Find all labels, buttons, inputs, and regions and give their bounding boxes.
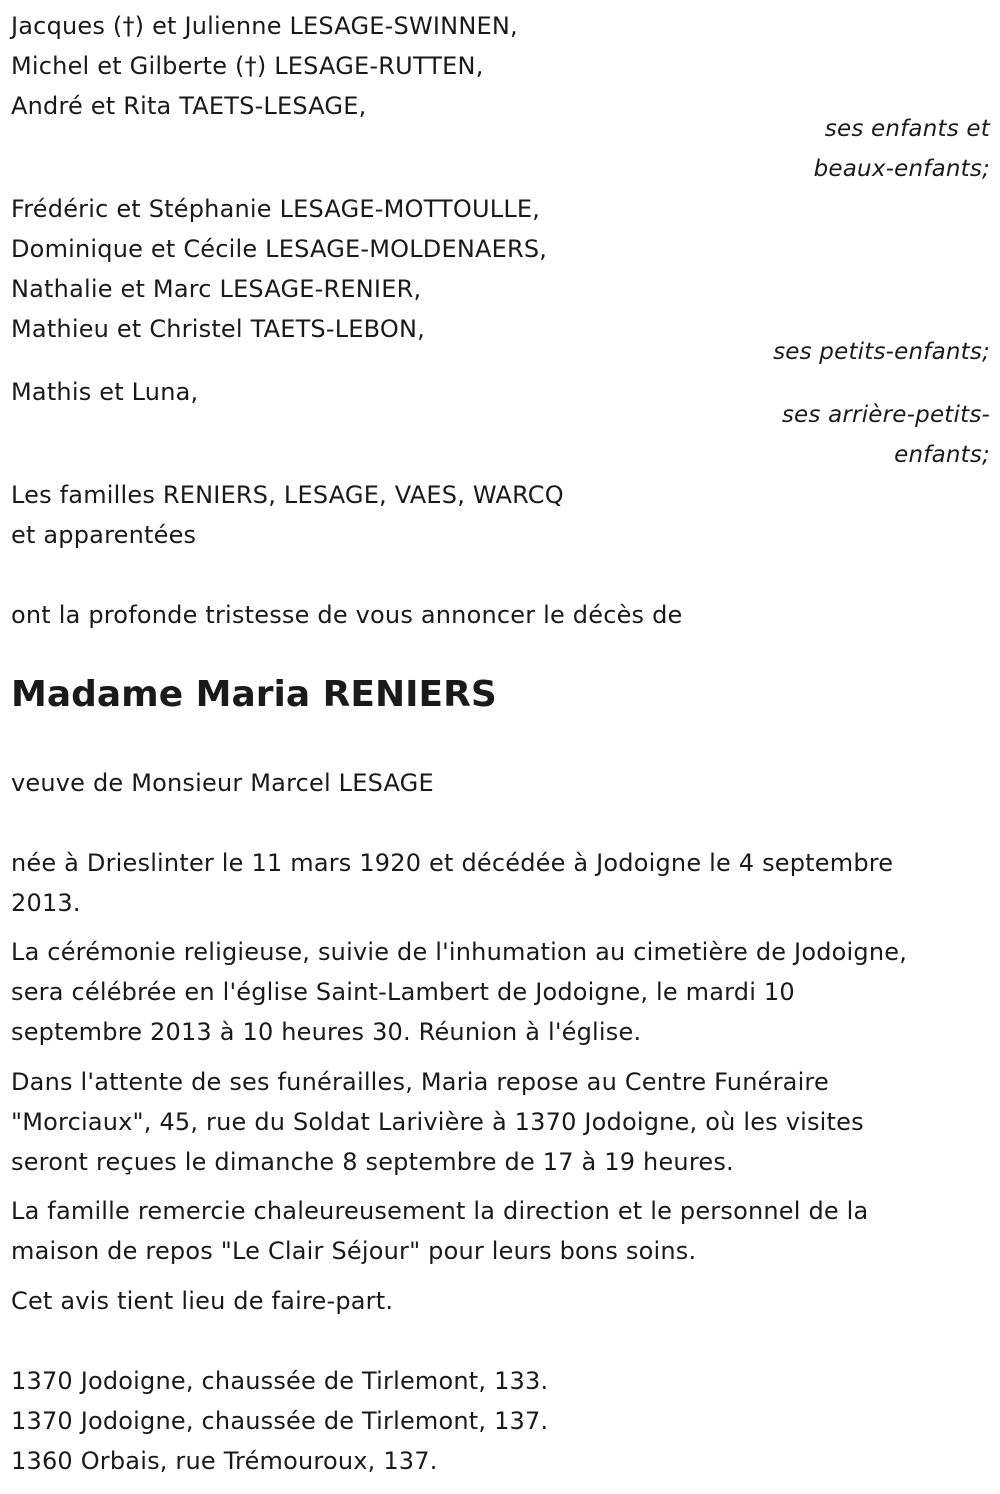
address-line: 1370 Jodoigne, chaussée de Tirlemont, 137. [11, 1407, 549, 1435]
grandchild-line: Frédéric et Stéphanie LESAGE-MOTTOULLE, [11, 195, 541, 223]
relation-label: beaux-enfants; [813, 156, 990, 182]
grandchild-line: Dominique et Cécile LESAGE-MOLDENAERS, [11, 235, 548, 263]
ceremony-line: septembre 2013 à 10 heures 30. Réunion à l'église. [11, 1018, 642, 1046]
announcement: ont la profonde tristesse de vous annoncer le décès de [11, 601, 683, 629]
address-line: 1360 Orbais, rue Trémouroux, 137. [11, 1447, 438, 1475]
widow-of: veuve de Monsieur Marcel LESAGE [11, 769, 434, 797]
families-line: Les familles RENIERS, LESAGE, VAES, WARCQ [11, 481, 564, 509]
visitation-line: Dans l'attente de ses funérailles, Maria repose au Centre Funéraire [11, 1068, 829, 1096]
address-line: 1370 Jodoigne, chaussée de Tirlemont, 133. [11, 1367, 549, 1395]
relation-label: ses petits-enfants; [773, 339, 990, 365]
visitation-line: seront reçues le dimanche 8 septembre de 17 à 19 heures. [11, 1148, 734, 1176]
thanks-line: maison de repos "Le Clair Séjour" pour leurs bons soins. [11, 1237, 697, 1265]
ceremony-line: sera célébrée en l'église Saint-Lambert de Jodoigne, le mardi 10 [11, 978, 795, 1006]
visitation-line: "Morciaux", 45, rue du Soldat Larivière à 1370 Jodoigne, où les visites [11, 1108, 864, 1136]
birth-death-line: née à Drieslinter le 11 mars 1920 et décédée à Jodoigne le 4 septembre [11, 849, 894, 877]
families-line: et apparentées [11, 521, 197, 549]
thanks-line: La famille remercie chaleureusement la direction et le personnel de la [11, 1197, 869, 1225]
birth-death-line: 2013. [11, 889, 81, 917]
great-grandchild-line: Mathis et Luna, [11, 378, 199, 406]
grandchild-line: Mathieu et Christel TAETS-LEBON, [11, 315, 425, 343]
grandchild-line: Nathalie et Marc LESAGE-RENIER, [11, 275, 422, 303]
relation-label: ses arrière-petits- [781, 402, 990, 428]
family-member-line: André et Rita TAETS-LESAGE, [11, 92, 367, 120]
family-member-line: Jacques (†) et Julienne LESAGE-SWINNEN, [11, 12, 518, 40]
relation-label: ses enfants et [824, 116, 990, 142]
notice-line: Cet avis tient lieu de faire-part. [11, 1287, 394, 1315]
relation-label: enfants; [894, 442, 990, 468]
family-member-line: Michel et Gilberte (†) LESAGE-RUTTEN, [11, 52, 484, 80]
deceased-name: Madame Maria RENIERS [11, 674, 497, 715]
ceremony-line: La cérémonie religieuse, suivie de l'inhumation au cimetière de Jodoigne, [11, 938, 908, 966]
